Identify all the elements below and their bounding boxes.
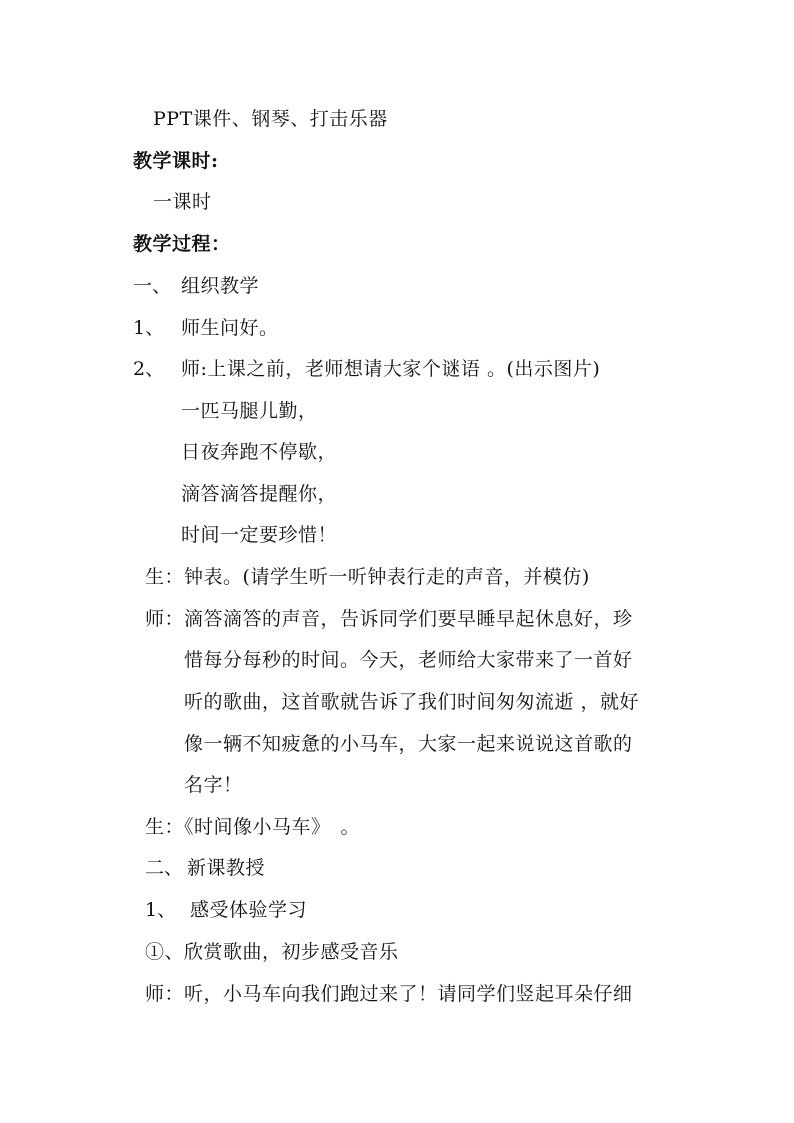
teacher-para-line: 惜每分每秒的时间。今天，老师给大家带来了一首好 bbox=[184, 649, 633, 671]
student-answer-1: 生：钟表。(请学生听一听钟表行走的声音，并模仿) bbox=[145, 566, 590, 588]
sub1-marker: 1、 bbox=[145, 899, 177, 921]
riddle-line: 日夜奔跑不停歇， bbox=[181, 441, 338, 463]
riddle-line: 一匹马腿儿勤， bbox=[181, 400, 318, 422]
section2-title: 新课教授 bbox=[187, 857, 266, 879]
materials-line: PPT课件、钢琴、打击乐器 bbox=[153, 108, 388, 130]
step2-marker: 2、 bbox=[133, 358, 165, 380]
teacher-para-line: 滴答滴答的声音，告诉同学们要早睡早起休息好，珍 bbox=[184, 608, 633, 630]
step1-marker: 1、 bbox=[133, 317, 165, 339]
teacher-para-line: 听的歌曲，这首歌就告诉了我们时间匆匆流逝 ，就好 bbox=[184, 691, 640, 713]
process-heading: 教学过程： bbox=[133, 233, 231, 255]
teacher-para-line: 名字！ bbox=[184, 774, 243, 796]
step1-text: 师生问好。 bbox=[181, 317, 279, 339]
step2-text: 师:上课之前，老师想请大家个谜语 。(出示图片) bbox=[181, 358, 601, 380]
period-value: 一课时 bbox=[153, 191, 212, 213]
riddle-line: 滴答滴答提醒你， bbox=[181, 483, 338, 505]
section2-marker: 二、 bbox=[145, 857, 184, 879]
riddle-line: 时间一定要珍惜！ bbox=[181, 524, 338, 546]
period-heading: 教学课时: bbox=[133, 150, 219, 172]
section1-marker: 一、 bbox=[133, 275, 172, 297]
student-answer-2: 生：《时间像小马车》 。 bbox=[145, 816, 361, 838]
sub1a-line: ①、欣赏歌曲，初步感受音乐 bbox=[145, 941, 399, 963]
teacher-last-line: 师：听，小马车向我们跑过来了！请同学们竖起耳朵仔细 bbox=[145, 983, 633, 1005]
teacher-prefix: 师： bbox=[145, 608, 185, 630]
teacher-para-line: 像一辆不知疲惫的小马车，大家一起来说说这首歌的 bbox=[184, 733, 633, 755]
section1-title: 组织教学 bbox=[181, 275, 260, 297]
sub1-title: 感受体验学习 bbox=[190, 899, 308, 921]
